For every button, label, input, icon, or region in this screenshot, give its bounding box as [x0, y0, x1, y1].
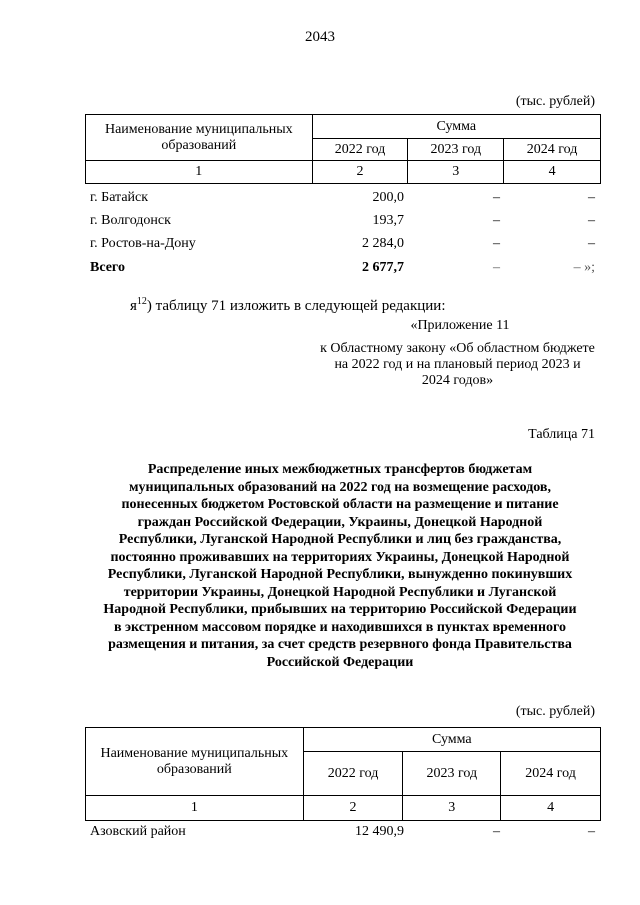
value-2024: –: [588, 824, 595, 839]
value-2023: –: [493, 824, 500, 839]
total-2023: –: [493, 260, 500, 275]
header-name-cell: Наименование муниципальных образований: [86, 728, 304, 796]
municipality-name: г. Ростов-на-Дону: [90, 236, 196, 251]
value-2022: 193,7: [372, 213, 404, 228]
col-number: 2: [303, 796, 403, 821]
municipality-name: г. Батайск: [90, 190, 149, 205]
col-number: 3: [408, 161, 504, 184]
annex-line-2: к Областному закону «Об областном бюджете на 2022 год и на плановый период 2023 и 2024 годов»: [320, 341, 595, 388]
table-2-header: [85, 727, 601, 821]
value-2022: 200,0: [372, 190, 404, 205]
paragraph-text: ) таблицу 71 изложить в следующей редакции:: [146, 298, 446, 314]
table-row: [85, 190, 601, 210]
header-sum-cell: Сумма: [312, 115, 600, 139]
header-year-2023: 2023 год: [408, 139, 504, 161]
table-row: [85, 236, 601, 256]
value-2024: –: [588, 190, 595, 205]
value-2023: –: [493, 213, 500, 228]
header-year-2022: 2022 год: [312, 139, 408, 161]
municipality-name: Азовский район: [90, 824, 186, 839]
header-year-2024: 2024 год: [504, 139, 601, 161]
col-number: 4: [501, 796, 601, 821]
table-row: [85, 824, 601, 844]
value-2024: –: [588, 236, 595, 251]
total-row: [85, 260, 601, 280]
col-number: 3: [403, 796, 501, 821]
table-row: [85, 213, 601, 233]
col-number: 1: [86, 161, 313, 184]
col-number: 2: [312, 161, 408, 184]
total-2022: 2 677,7: [362, 260, 404, 275]
value-2024: –: [588, 213, 595, 228]
value-2022: 12 490,9: [355, 824, 404, 839]
footnote-superscript: 12: [136, 296, 147, 307]
amendment-paragraph: [130, 296, 446, 315]
header-year-2024: 2024 год: [501, 752, 601, 796]
total-label: Всего: [90, 260, 125, 275]
value-2023: –: [493, 236, 500, 251]
header-sum-cell: Сумма: [303, 728, 600, 752]
value-2022: 2 284,0: [362, 236, 404, 251]
header-year-2022: 2022 год: [303, 752, 403, 796]
page-number: 2043: [305, 29, 335, 45]
paragraph-prefix: я: [130, 298, 137, 314]
header-name-cell: Наименование муниципальных образований: [86, 115, 313, 161]
header-year-2023: 2023 год: [403, 752, 501, 796]
table-label: Таблица 71: [528, 427, 595, 442]
col-number: 1: [86, 796, 304, 821]
unit-label: (тыс. рублей): [515, 94, 595, 109]
municipality-name: г. Волгодонск: [90, 213, 171, 228]
col-number: 4: [504, 161, 601, 184]
unit-label-2: (тыс. рублей): [515, 704, 595, 719]
table-1-header: [85, 114, 601, 184]
value-2023: –: [493, 190, 500, 205]
annex-line-1: «Приложение 11: [410, 318, 510, 333]
total-2024: – »;: [573, 260, 595, 275]
table-title: Распределение иных межбюджетных трансфертов бюджетам муниципальных образований на 2022 год на возмещение расходов, понесенных бюджетом Ростовской области на размещение и питание граждан Российской Федерации, Украины, Донецкой Народной Республики, Луганской Народной Республики и лиц без гражданства, постоянно проживавших на территориях Украины, Донецкой Народной Республики, Луганской Народной Республики, вынужденно покинувших территории Украины, Донецкой Народной Республики и Луганской Народной Республики, прибывших на территорию Российской Федерации в экстренном массовом порядке и находившихся в пунктах временного размещения и питания, за счет средств резервного фонда Правительства Российской Федерации: [103, 462, 577, 670]
